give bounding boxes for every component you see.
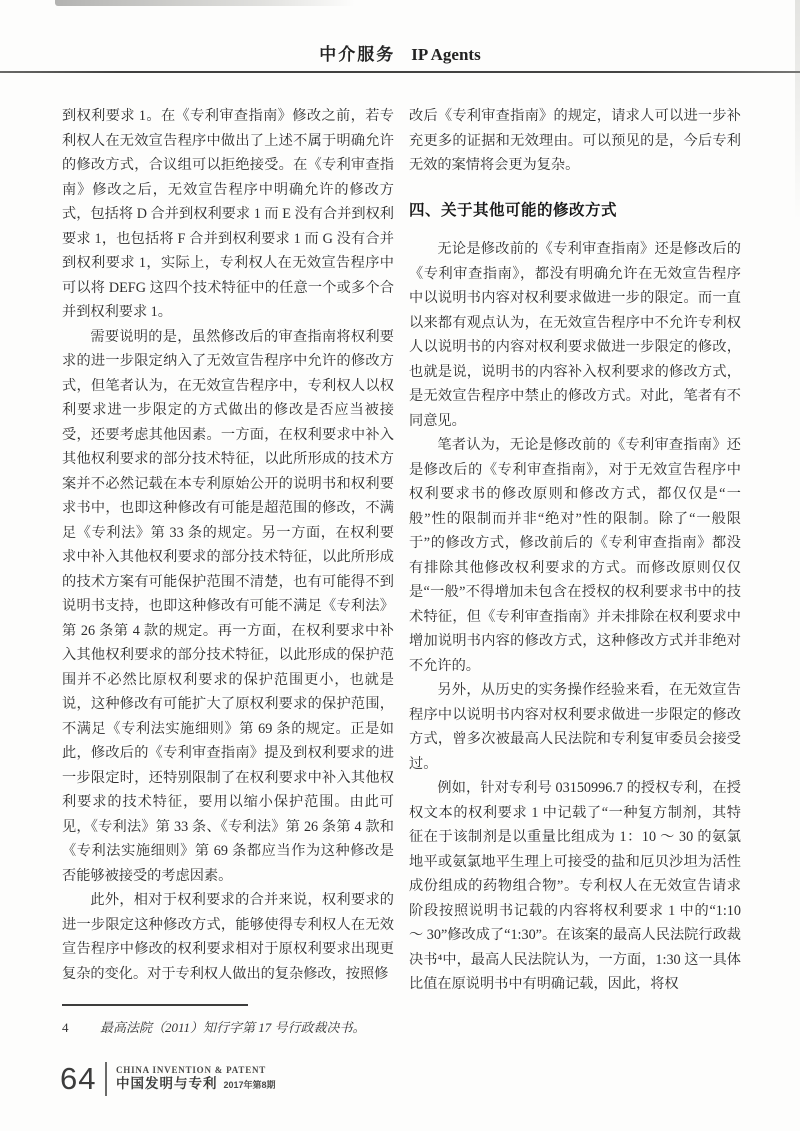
body-paragraph: 到权利要求 1。在《专利审查指南》修改之前，若专利权人在无效宣告程序中做出了上述不属于明确允许的修改方式，合议组可以拒绝接受。在《专利审查指南》修改之后，无效宣告程序中明确允许的修改方式，包括将 D 合并到权利要求 1 而 E 没有合并到权利要求 1，也包括将 F 合并到权利要求 1 而 G 没有合并到权利要求 1，实际上，专利权人在无效宣告程序中可以将 DEFG 这四个技术特征中的任意一个或多个合并到权利要求 1。 bbox=[62, 108, 394, 320]
body-paragraph: 改后《专利审查指南》的规定，请求人可以进一步补充更多的证据和无效理由。可以预见的是，今后专利无效的案情将会更为复杂。 bbox=[409, 108, 741, 173]
journal-issue: 2017年第8期 bbox=[223, 1080, 276, 1090]
body-paragraph: 例如，针对专利号 03150996.7 的授权专利，在授权文本的权利要求 1 中记载了“一种复方制剂，其特征在于该制剂是以重量比组成为 1：10 ～ 30 的氨氯地平或氨氯地平生理上可接受的盐和厄贝沙坦为活性成份组成的药物组合物”。专利权人在无效宣告请求阶段按照说明书记载的内容将权利要求 1 中的“1:10 ～ 30”修改成了“1:30”。在该案的最高人民法院行政裁决书⁴中，最高人民法院认为，一方面，1:30 这一具体比值在原说明书中有明确记载，因此，将权 bbox=[409, 780, 741, 992]
footnote-text: 最高法院（2011）知行字第 17 号行政裁决书。 bbox=[100, 1019, 366, 1035]
body-paragraph: 另外，从历史的实务操作经验来看，在无效宣告程序中以说明书内容对权利要求做进一步限定的修改方式，曾多次被最高人民法院和专利复审委员会接受过。 bbox=[409, 682, 741, 772]
body-paragraph: 无论是修改前的《专利审查指南》还是修改后的《专利审查指南》，都没有明确允许在无效宣告程序中以说明书内容对权利要求做进一步的限定。而一直以来都有观点认为，在无效宣告程序中不允许专利权人以说明书的内容对权利要求做进一步限定的修改，也就是说，说明书的内容补入权利要求的修改方式，是无效宣告程序中禁止的修改方式。对此，笔者有不同意见。 bbox=[409, 241, 741, 429]
body-paragraph: 此外，相对于权利要求的合并来说，权利要求的进一步限定这种修改方式，能够使得专利权人在无效宣告程序中修改的权利要求相对于原权利要求出现更复杂的变化。对于专利权人做出的复杂修改，按照修 bbox=[62, 892, 394, 982]
right-column bbox=[409, 104, 741, 997]
journal-name-cn-line bbox=[116, 1076, 276, 1093]
footnote-separator bbox=[62, 1004, 248, 1006]
section-title-cn: 中介服务 bbox=[319, 45, 396, 64]
journal-name-en: CHINA INVENTION & PATENT bbox=[115, 1065, 267, 1075]
page-footer bbox=[60, 1062, 276, 1096]
left-column bbox=[62, 104, 394, 986]
footnote bbox=[62, 1019, 402, 1036]
journal-name-cn: 中国发明与专利 bbox=[115, 1076, 218, 1091]
section-heading: 四、关于其他可能的修改方式 bbox=[409, 201, 618, 219]
page-header bbox=[0, 40, 800, 65]
section-title-en: IP Agents bbox=[411, 45, 481, 64]
page-number: 64 bbox=[60, 1061, 97, 1096]
footnote-block bbox=[62, 1004, 402, 1036]
footer-divider bbox=[105, 1062, 107, 1096]
scan-artifact-right-edge bbox=[795, 0, 800, 220]
journal-identity bbox=[116, 1065, 276, 1093]
footnote-marker: 4 bbox=[62, 1019, 69, 1035]
header-rule bbox=[0, 71, 800, 73]
body-paragraph: 需要说明的是，虽然修改后的审查指南将权利要求的进一步限定纳入了无效宣告程序中允许的修改方式，但笔者认为，在无效宣告程序中，专利权人以权利要求进一步限定的方式做出的修改是否应当被接受，还要考虑其他因素。一方面，在权利要求中补入其他权利要求的部分技术特征，以此所形成的技术方案并不必然记载在本专利原始公开的说明书和权利要求书中，也即这种修改有可能是超范围的修改，不满足《专利法》第 33 条的规定。另一方面，在权利要求中补入其他权利要求的部分技术特征，以此所形成的技术方案有可能保护范围不清楚，也有可能得不到说明书支持，也即这种修改有可能不满足《专利法》第 26 条第 4 款的规定。再一方面，在权利要求中补入其他权利要求的部分技术特征，以此形成的保护范围并不必然比原权利要求的保护范围更小，也就是说，这种修改有可能扩大了原权利要求的保护范围，不满足《专利法实施细则》第 69 条的规定。正是如此，修改后的《专利审查指南》提及到权利要求的进一步限定时，还特别限制了在权利要求中补入其他权利要求的技术特征，要用以缩小保护范围。由此可见，《专利法》第 33 条、《专利法》第 26 条第 4 款和《专利法实施细则》第 69 条都应当作为这种修改是否能够被接受的考虑因素。 bbox=[62, 328, 394, 884]
scan-artifact-top bbox=[55, 0, 355, 6]
body-paragraph: 笔者认为，无论是修改前的《专利审查指南》还是修改后的《专利审查指南》，对于无效宣告程序中权利要求书的修改原则和修改方式，都仅仅是“一般”性的限制而并非“绝对”性的限制。除了“一般限于”的修改方式，修改前后的《专利审查指南》都没有排除其他修改权利要求的方式。而修改原则仅仅是“一般”不得增加未包含在授权的权利要求书中的技术特征，但《专利审查指南》并未排除在权利要求中增加说明书内容的修改方式，这种修改方式并非绝对不允许的。 bbox=[409, 437, 741, 674]
